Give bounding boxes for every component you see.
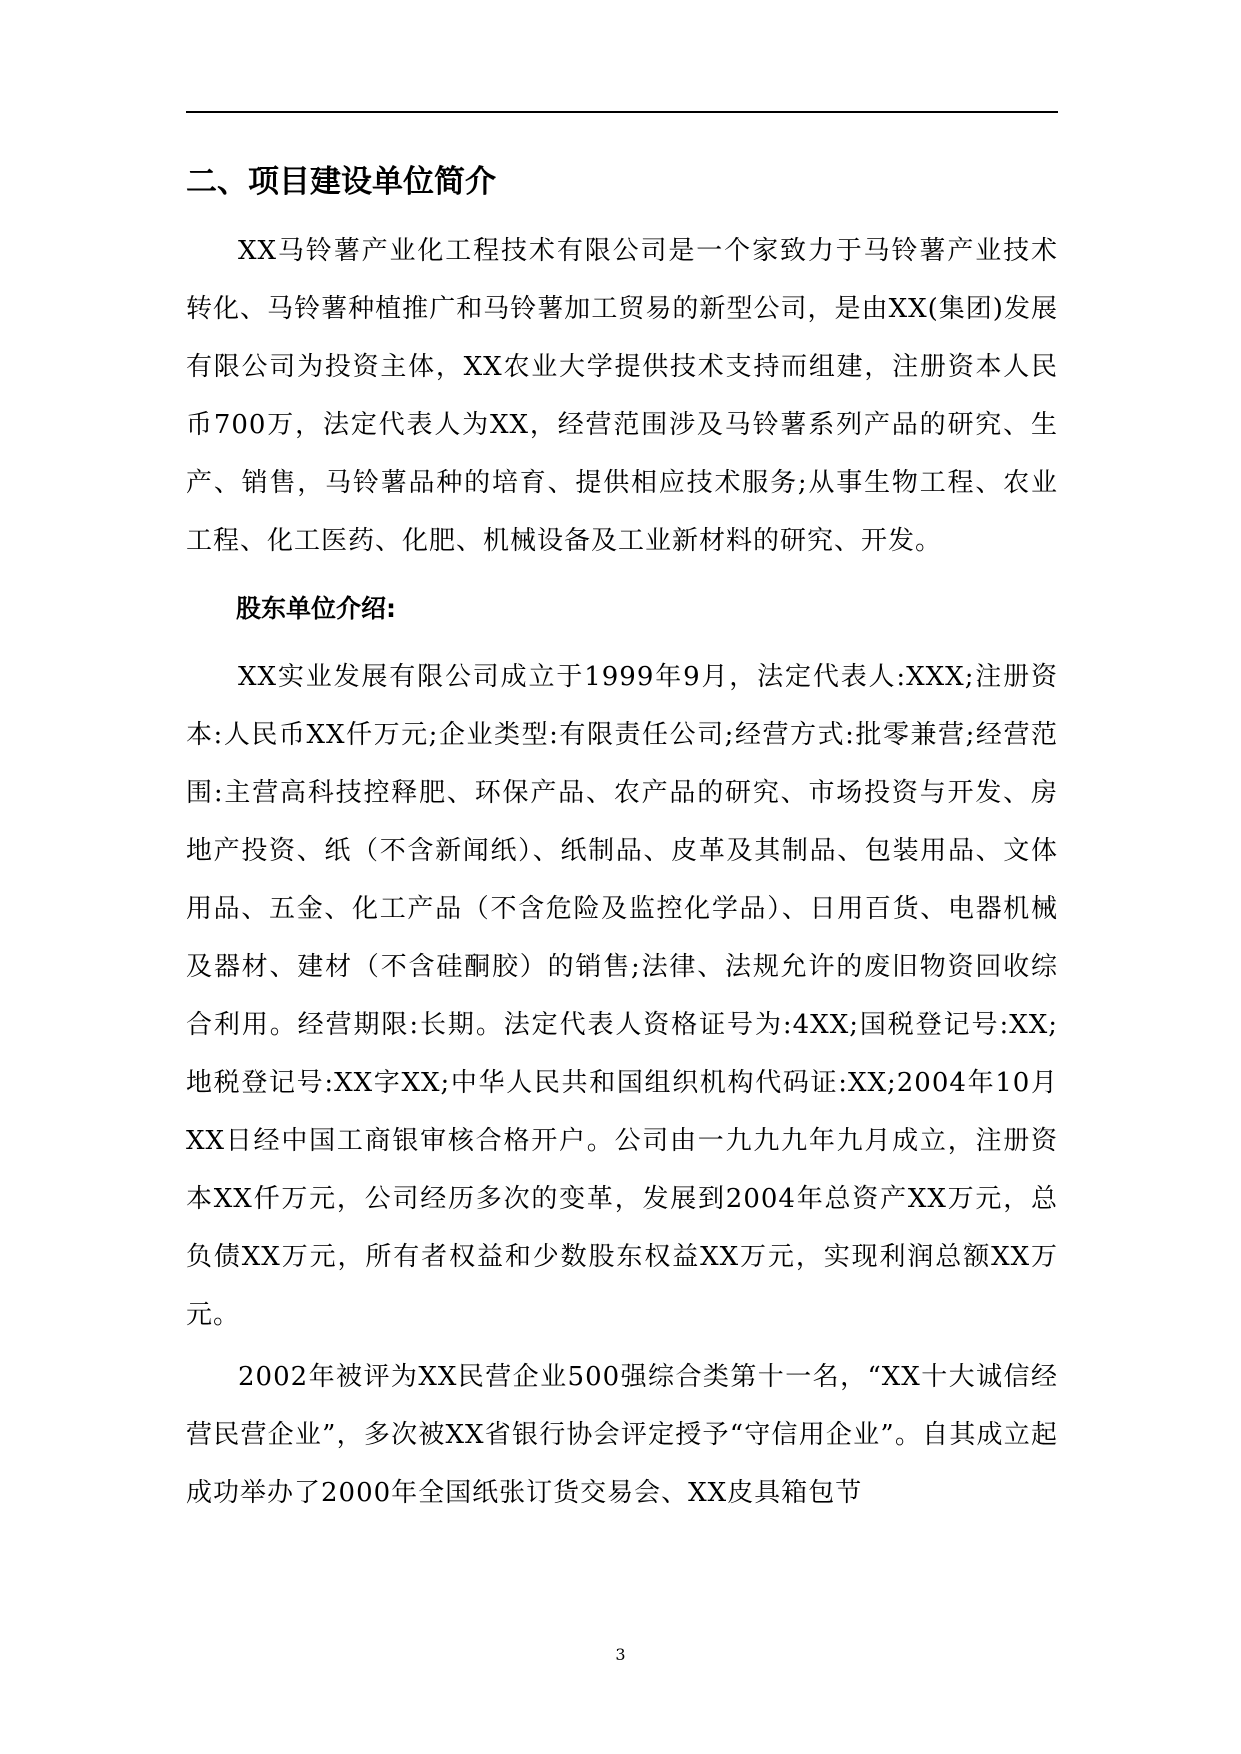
paragraph-company-intro: XX马铃薯产业化工程技术有限公司是一个家致力于马铃薯产业技术转化、马铃薯种植推广和马铃薯加工贸易的新型公司，是由XX(集团)发展有限公司为投资主体，XX农业大学提供技术支持而组建，注册资本人民币700万，法定代表人为XX，经营范围涉及马铃薯系列产品的研究、生产、销售，马铃薯品种的培育、提供相应技术服务;从事生物工程、农业工程、化工医药、化肥、机械设备及工业新材料的研究、开发。 — [186, 236, 1058, 556]
paragraph-honors: 2002年被评为XX民营企业500强综合类第十一名，“XX十大诚信经营民营企业”，多次被XX省银行协会评定授予“守信用企业”。自其成立起成功举办了2000年全国纸张订货交易会、XX皮具箱包节 — [186, 1362, 1058, 1508]
paragraph-shareholder-detail: XX实业发展有限公司成立于1999年9月，法定代表人:XXX;注册资本:人民币XX仟万元;企业类型:有限责任公司;经营方式:批零兼营;经营范围:主营高科技控释肥、环保产品、农产品的研究、市场投资与开发、房地产投资、纸（不含新闻纸）、纸制品、皮革及其制品、包装用品、文体用品、五金、化工产品（不含危险及监控化学品）、日用百货、电器机械及器材、建材（不含硅酮胶）的销售;法律、法规允许的废旧物资回收综合利用。经营期限:长期。法定代表人资格证号为:4XX;国税登记号:XX;地税登记号:XX字XX;中华人民共和国组织机构代码证:XX;2004年10月XX日经中国工商银审核合格开户。公司由一九九九年九月成立，注册资本XX仟万元，公司经历多次的变革，发展到2004年总资产XX万元，总负债XX万元，所有者权益和少数股东权益XX万元，实现利润总额XX万元。 — [186, 662, 1058, 1330]
shareholder-subheading: 股东单位介绍: — [236, 594, 396, 623]
page-body — [186, 152, 1058, 1522]
header-rule — [186, 111, 1058, 113]
page-number: 3 — [615, 1645, 626, 1664]
section-heading: 二、项目建设单位简介 — [186, 164, 496, 200]
